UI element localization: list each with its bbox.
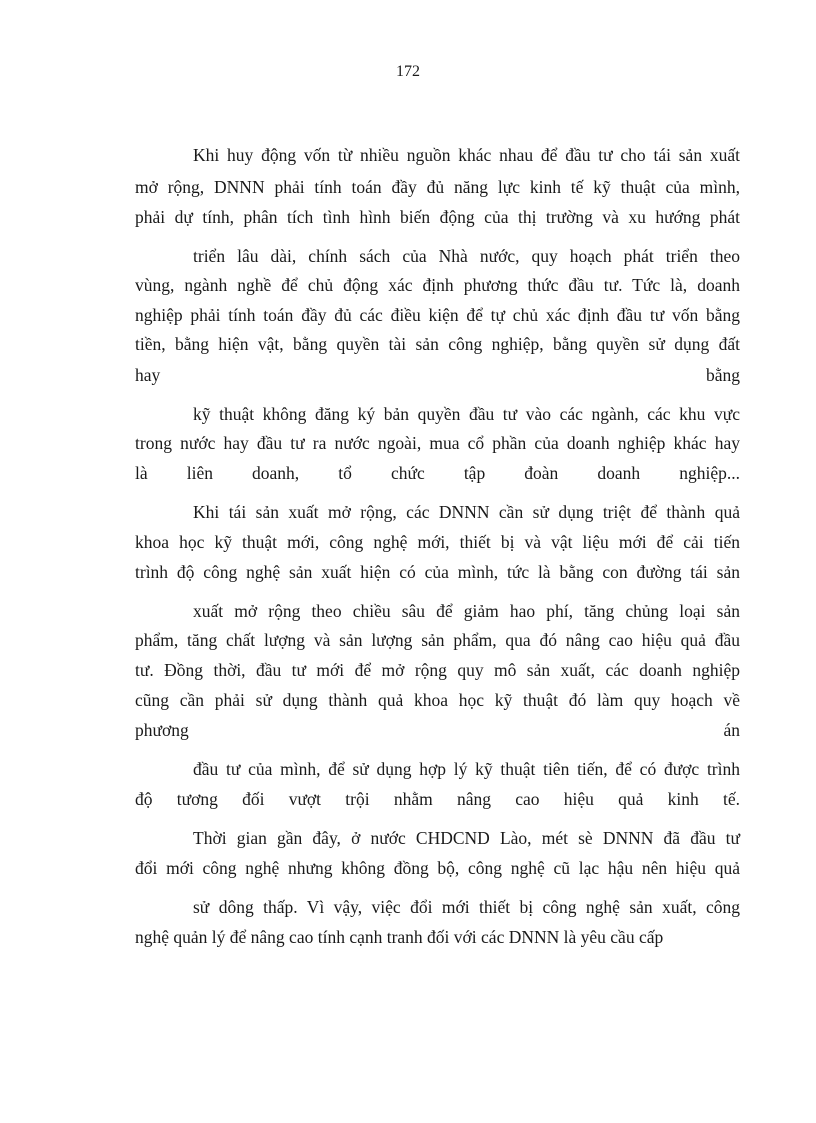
- line-end-word: bằng: [705, 365, 740, 385]
- text-line: [135, 364, 740, 386]
- text-line: triển lâu dài, chính sách của Nhà nước, quy hoạch phát triển theo: [193, 246, 740, 266]
- page-number: 172: [396, 63, 420, 80]
- text-line: Thời gian gần đây, ở nước CHDCND Lào, mét sè DNNN đã đầu tư: [193, 828, 740, 848]
- text-line: trong nước hay đầu tư ra nước ngoài, mua cổ phần của doanh nghiệp khác hay: [135, 433, 740, 453]
- text-line: Khi huy động vốn từ nhiều nguồn khác nhau để đầu tư cho tái sản xuất: [193, 145, 740, 165]
- text-line: mở rộng, DNNN phải tính toán đầy đủ năng lực kinh tế kỹ thuật của mình,: [135, 177, 740, 197]
- line-start-word: phương: [135, 720, 189, 740]
- text-line: cũng cần phải sử dụng thành quả khoa học kỹ thuật đó làm quy hoạch về: [135, 690, 740, 710]
- text-line: phải dự tính, phân tích tình hình biến động của thị trường và xu hướng phát: [135, 207, 740, 227]
- text-line: tiền, bằng hiện vật, bằng quyền tài sản công nghiệp, bằng quyền sử dụng đất: [135, 334, 740, 354]
- text-line: trình độ công nghệ sản xuất hiện có của mình, tức là bằng con đường tái sản: [135, 562, 740, 582]
- text-line: [135, 719, 740, 741]
- text-line: độ tương đối vượt trội nhằm nâng cao hiệu quả kinh tế.: [135, 789, 740, 809]
- line-start-word: hay: [135, 365, 161, 385]
- text-line: vùng, ngành nghề để chủ động xác định phương thức đầu tư. Tức là, doanh: [135, 275, 740, 295]
- text-line: Khi tái sản xuất mở rộng, các DNNN cần sử dụng triệt để thành quả: [193, 502, 740, 522]
- text-line: đầu tư của mình, để sử dụng hợp lý kỹ thuật tiên tiến, để có được trình: [193, 759, 740, 779]
- line-end-word: án: [723, 720, 740, 740]
- text-line: nghệ quản lý để nâng cao tính cạnh tranh đối với các DNNN là yêu cầu cấp: [135, 927, 664, 947]
- text-line: khoa học kỹ thuật mới, công nghệ mới, thiết bị và vật liệu mới để cải tiến: [135, 532, 740, 552]
- text-line: đổi mới công nghệ nhưng không đồng bộ, công nghệ cũ lạc hậu nên hiệu quả: [135, 858, 740, 878]
- text-line: tư. Đồng thời, đầu tư mới để mở rộng quy mô sản xuất, các doanh nghiệp: [135, 660, 740, 680]
- text-line: sử dông thấp. Vì vậy, việc đổi mới thiết bị công nghệ sản xuất, công: [193, 897, 740, 917]
- text-line: xuất mở rộng theo chiều sâu để giảm hao phí, tăng chủng loại sản: [193, 601, 740, 621]
- text-line: phẩm, tăng chất lượng và sản lượng sản phẩm, qua đó nâng cao hiệu quả đầu: [135, 630, 740, 650]
- text-line: kỹ thuật không đăng ký bản quyền đầu tư vào các ngành, các khu vực: [193, 404, 740, 424]
- text-line: là liên doanh, tổ chức tập đoàn doanh nghiệp...: [135, 463, 740, 483]
- text-line: nghiệp phải tính toán đầy đủ các điều kiện để tự chủ xác định đầu tư vốn bằng: [135, 305, 740, 325]
